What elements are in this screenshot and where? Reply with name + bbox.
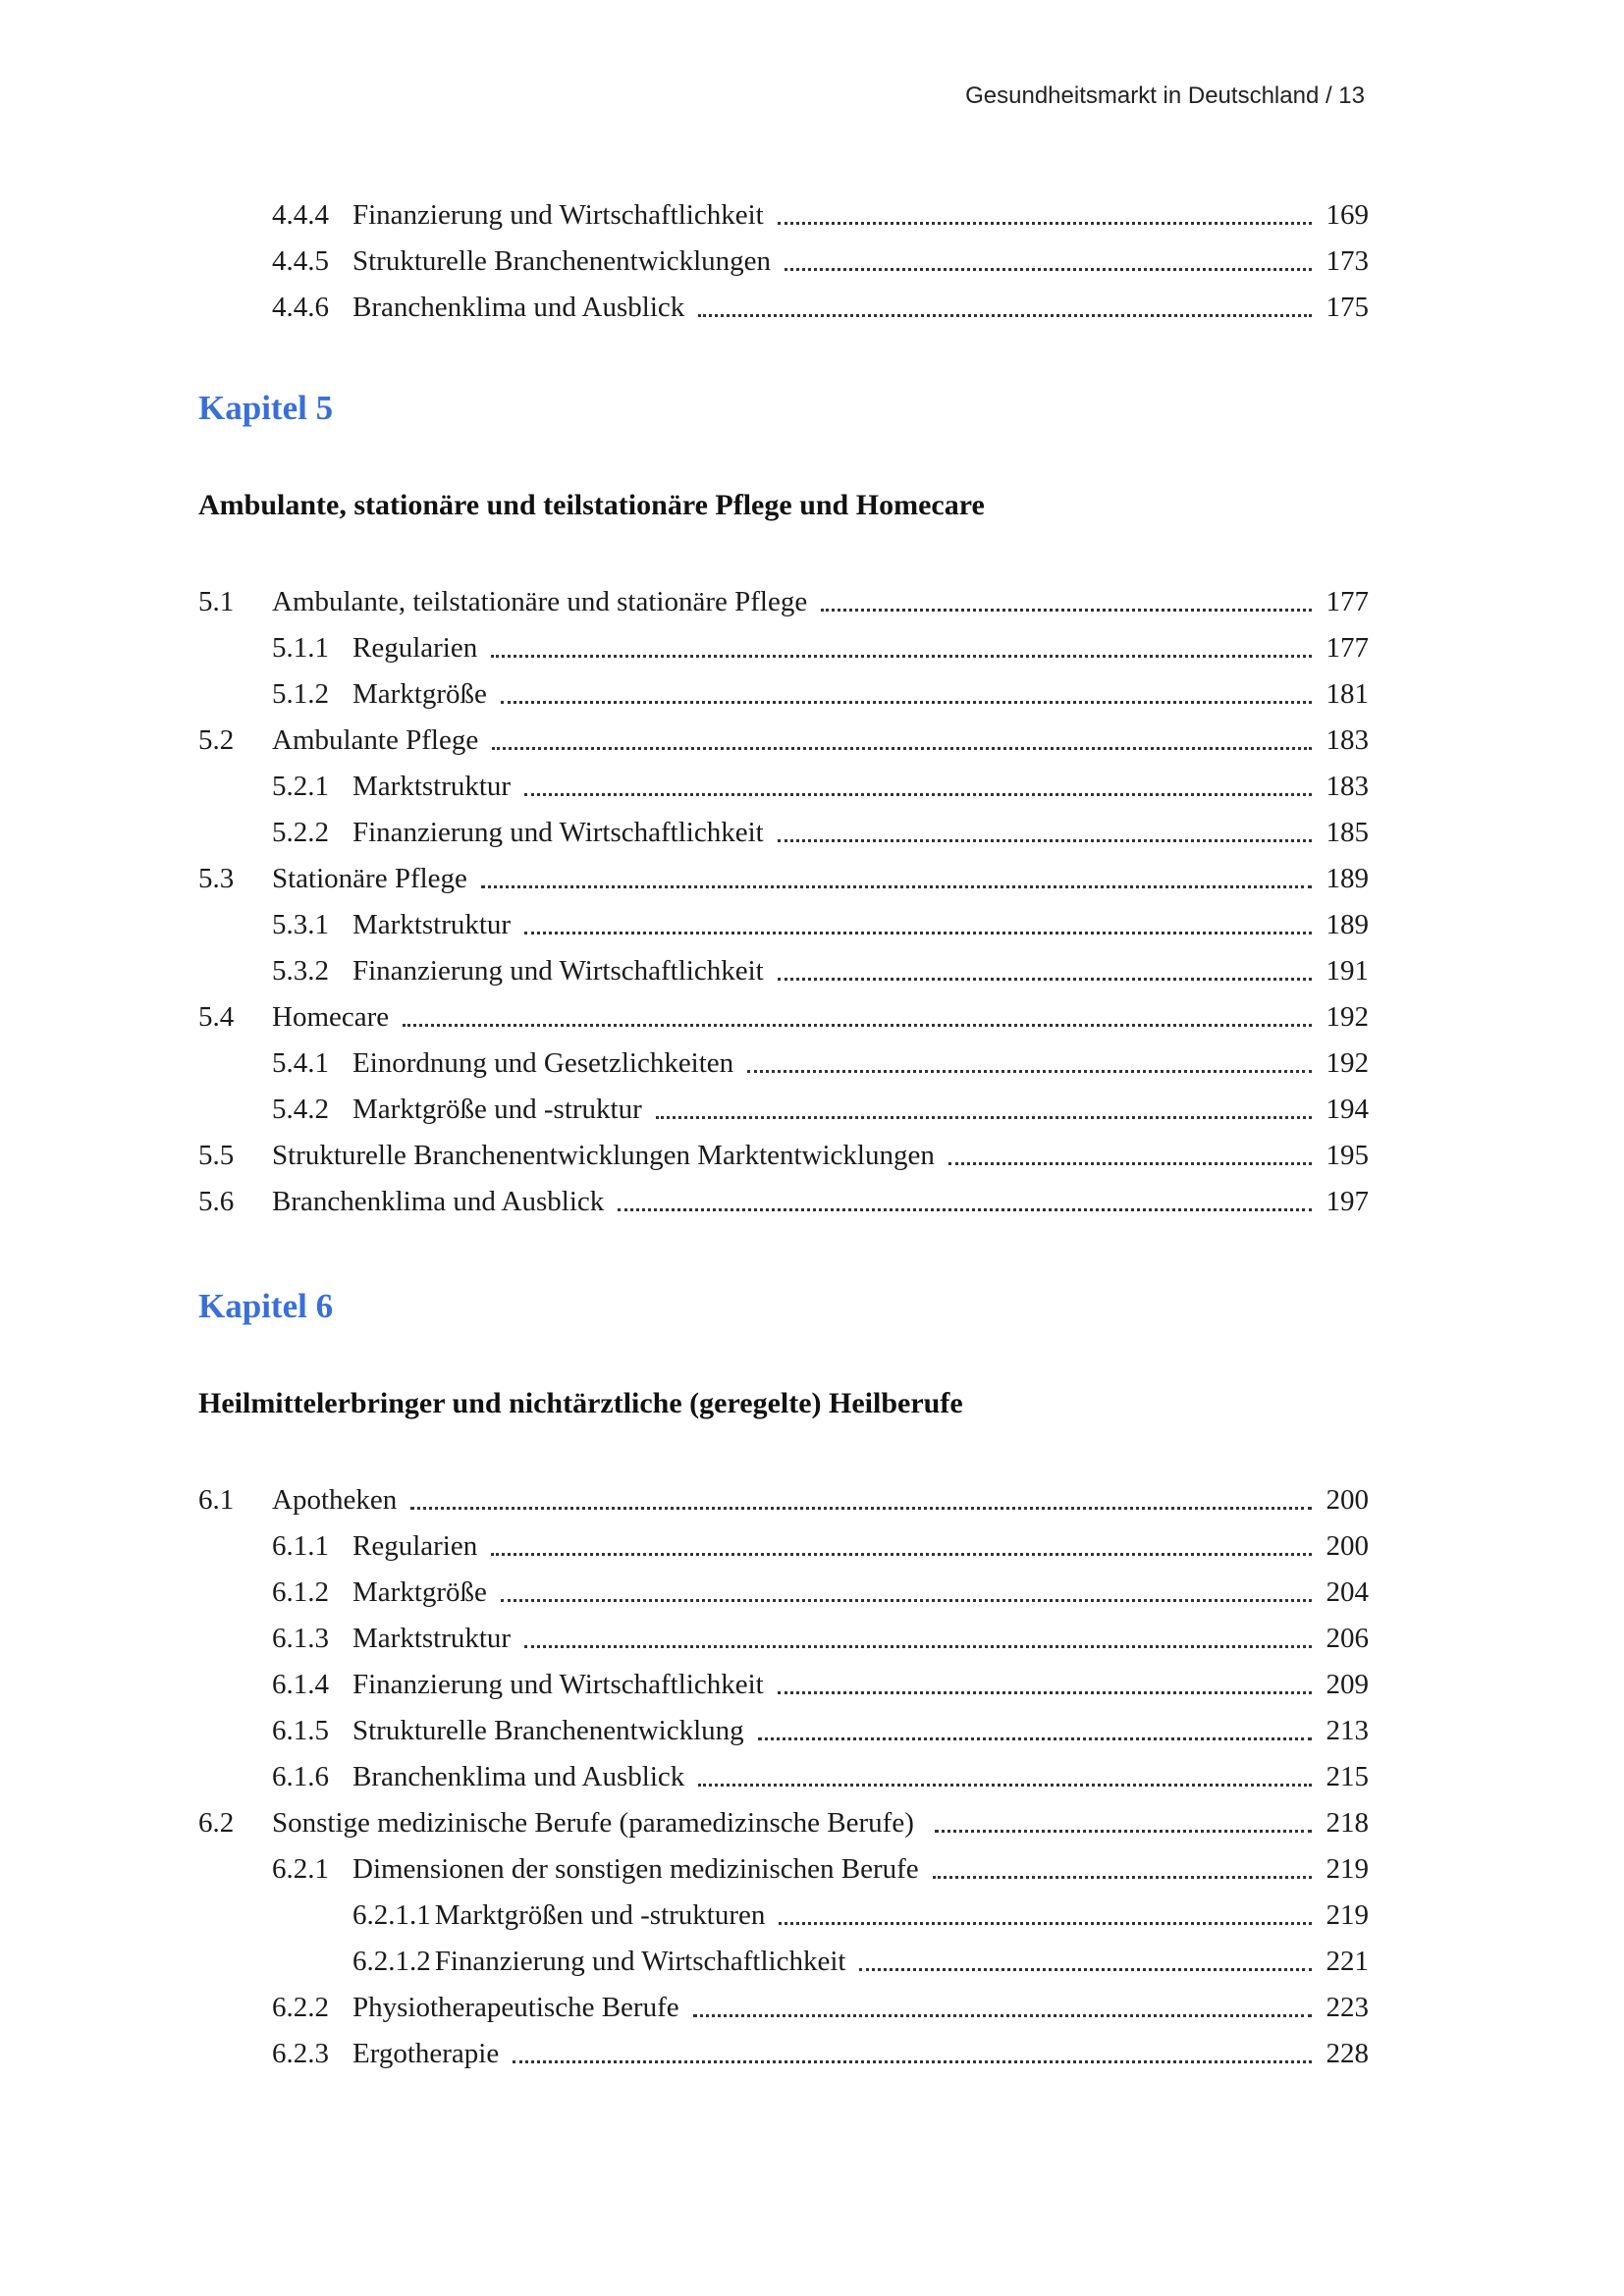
entry-number: 5.2 (198, 724, 235, 756)
toc-entry[interactable] (198, 1179, 1369, 1225)
dot-leader (785, 239, 1369, 285)
entry-title: Dimensionen der sonstigen medizinischen Berufe (352, 1853, 919, 1885)
entry-title: Apotheken (272, 1484, 398, 1516)
entry-title: Marktgröße (352, 678, 487, 710)
entry-page-number: 209 (1321, 1662, 1370, 1708)
entry-page-number: 183 (1321, 718, 1370, 764)
entry-title: Homecare (272, 1001, 390, 1033)
dot-leader (618, 1179, 1369, 1225)
entry-title: Stationäre Pflege (272, 863, 467, 894)
entry-page-number: 185 (1321, 810, 1370, 856)
toc-entry[interactable] (198, 810, 1369, 856)
toc-entry[interactable] (198, 192, 1369, 239)
entry-title: Ambulante, teilstationäre und stationäre Pflege (272, 586, 808, 617)
entry-page-number: 191 (1321, 948, 1370, 994)
toc-entry[interactable] (198, 1570, 1369, 1616)
entry-title: Finanzierung und Wirtschaftlichkeit (352, 1669, 764, 1700)
dot-leader (778, 192, 1369, 239)
entry-page-number: 173 (1321, 239, 1370, 285)
dot-leader (778, 948, 1369, 994)
entry-page-number: 192 (1321, 994, 1370, 1041)
toc-entry[interactable] (198, 994, 1369, 1041)
entry-page-number: 177 (1321, 625, 1370, 671)
chapter-title: Ambulante, stationäre und teilstationäre Pflege und Homecare (198, 489, 985, 521)
toc-section (198, 1477, 1369, 2077)
entry-title: Regularien (352, 632, 478, 664)
entry-page-number: 189 (1321, 902, 1370, 948)
entry-number: 5.2.1 (272, 771, 329, 802)
entry-number: 5.2.2 (272, 817, 329, 848)
toc-entry[interactable] (198, 764, 1369, 810)
entry-title: Marktstruktur (352, 1623, 512, 1654)
dot-leader (859, 1939, 1369, 1985)
entry-number: 6.1 (198, 1484, 235, 1516)
dot-leader (698, 285, 1369, 331)
entry-page-number: 219 (1321, 1893, 1370, 1939)
dot-leader (778, 810, 1369, 856)
entry-number: 6.2.3 (272, 2038, 329, 2069)
dot-leader (501, 1570, 1369, 1616)
entry-number: 5.3.1 (272, 909, 329, 940)
toc-entry[interactable] (198, 1041, 1369, 1087)
entry-number: 6.1.1 (272, 1530, 329, 1562)
dot-leader (693, 1985, 1369, 2031)
entry-title: Regularien (352, 1530, 478, 1562)
entry-number: 4.4.4 (272, 199, 329, 231)
entry-page-number: 218 (1321, 1800, 1370, 1846)
entry-title: Einordnung und Gesetzlichkeiten (352, 1047, 734, 1079)
toc-entry[interactable] (198, 1939, 1369, 1985)
entry-number: 5.3.2 (272, 955, 329, 987)
running-head: Gesundheitsmarkt in Deutschland / 13 (965, 82, 1365, 109)
entry-page-number: 197 (1321, 1179, 1370, 1225)
toc-entry[interactable] (198, 718, 1369, 764)
dot-leader (491, 1523, 1369, 1570)
dot-leader (933, 1846, 1369, 1893)
toc-entry[interactable] (198, 1087, 1369, 1133)
dot-leader (821, 579, 1369, 625)
entry-number: 6.2.1.1 (352, 1899, 431, 1931)
toc-entry[interactable] (198, 579, 1369, 625)
toc-entry[interactable] (198, 902, 1369, 948)
entry-page-number: 181 (1321, 671, 1370, 718)
dot-leader (948, 1133, 1369, 1179)
entry-title: Sonstige medizinische Berufe (paramedizinsche Berufe) (272, 1807, 914, 1839)
entry-number: 6.2.1 (272, 1853, 329, 1885)
entry-page-number: 183 (1321, 764, 1370, 810)
entry-title: Marktstruktur (352, 909, 512, 940)
toc-entry[interactable] (198, 1523, 1369, 1570)
toc-entry[interactable] (198, 1985, 1369, 2031)
toc-entry[interactable] (198, 625, 1369, 671)
entry-title: Physiotherapeutische Berufe (352, 1992, 679, 2023)
dot-leader (778, 1662, 1369, 1708)
toc-entry[interactable] (198, 1616, 1369, 1662)
toc-entry[interactable] (198, 1477, 1369, 1523)
entry-page-number: 213 (1321, 1708, 1370, 1754)
toc-entry[interactable] (198, 239, 1369, 285)
toc-entry[interactable] (198, 1708, 1369, 1754)
entry-number: 4.4.6 (272, 292, 329, 323)
chapter-title: Heilmittelerbringer und nichtärztliche (geregelte) Heilberufe (198, 1387, 963, 1419)
toc-entry[interactable] (198, 856, 1369, 902)
entry-title: Strukturelle Branchenentwicklungen (352, 245, 772, 277)
dot-leader (501, 671, 1369, 718)
entry-title: Ergotherapie (352, 2038, 500, 2069)
entry-title: Marktgröße und -struktur (352, 1094, 642, 1125)
dot-leader (524, 1616, 1369, 1662)
entry-number: 6.2.1.2 (352, 1946, 431, 1977)
toc-entry[interactable] (198, 1662, 1369, 1708)
dot-leader (524, 902, 1369, 948)
toc-section (198, 579, 1369, 1225)
entry-page-number: 200 (1321, 1477, 1370, 1523)
entry-number: 5.4 (198, 1001, 235, 1033)
entry-page-number: 221 (1321, 1939, 1370, 1985)
toc-entry[interactable] (198, 2031, 1369, 2077)
entry-number: 6.1.5 (272, 1715, 329, 1746)
entry-number: 6.1.4 (272, 1669, 329, 1700)
entry-page-number: 169 (1321, 192, 1370, 239)
entry-title: Finanzierung und Wirtschaftlichkeit (352, 199, 764, 231)
entry-title: Marktgröße (352, 1576, 487, 1608)
dot-leader (747, 1041, 1369, 1087)
dot-leader (513, 2031, 1369, 2077)
toc-section (198, 192, 1369, 331)
entry-page-number: 215 (1321, 1754, 1370, 1800)
entry-page-number: 175 (1321, 285, 1370, 331)
entry-page-number: 206 (1321, 1616, 1370, 1662)
dot-leader (656, 1087, 1369, 1133)
entry-page-number: 219 (1321, 1846, 1370, 1893)
toc-entry[interactable] (198, 948, 1369, 994)
entry-page-number: 192 (1321, 1041, 1370, 1087)
entry-number: 6.2 (198, 1807, 235, 1839)
entry-page-number: 195 (1321, 1133, 1370, 1179)
toc-entry[interactable] (198, 1754, 1369, 1800)
entry-title: Ambulante Pflege (272, 724, 479, 756)
entry-title: Branchenklima und Ausblick (352, 292, 685, 323)
entry-page-number: 204 (1321, 1570, 1370, 1616)
toc-entry[interactable] (198, 1133, 1369, 1179)
entry-title: Finanzierung und Wirtschaftlichkeit (434, 1946, 846, 1977)
entry-number: 5.6 (198, 1186, 235, 1217)
entry-number: 5.1 (198, 586, 235, 617)
dot-leader (935, 1800, 1369, 1846)
entry-number: 6.2.2 (272, 1992, 329, 2023)
entry-title: Strukturelle Branchenentwicklung (352, 1715, 744, 1746)
dot-leader (410, 1477, 1369, 1523)
entry-page-number: 194 (1321, 1087, 1370, 1133)
entry-number: 5.4.2 (272, 1094, 329, 1125)
entry-title: Branchenklima und Ausblick (272, 1186, 605, 1217)
dot-leader (524, 764, 1369, 810)
entry-number: 6.1.6 (272, 1761, 329, 1792)
dot-leader (779, 1893, 1369, 1939)
entry-number: 6.1.2 (272, 1576, 329, 1608)
entry-title: Marktgrößen und -strukturen (434, 1899, 766, 1931)
dot-leader (491, 625, 1369, 671)
entry-title: Marktstruktur (352, 771, 512, 802)
entry-number: 5.4.1 (272, 1047, 329, 1079)
entry-title: Branchenklima und Ausblick (352, 1761, 685, 1792)
entry-title: Strukturelle Branchenentwicklungen Marktentwicklungen (272, 1140, 935, 1171)
toc-entry[interactable] (198, 285, 1369, 331)
entry-number: 4.4.5 (272, 245, 329, 277)
chapter-heading: Kapitel 6 (198, 1287, 334, 1325)
toc-entry[interactable] (198, 671, 1369, 718)
entry-page-number: 189 (1321, 856, 1370, 902)
entry-page-number: 177 (1321, 579, 1370, 625)
toc-entry[interactable] (198, 1800, 1369, 1846)
entry-page-number: 200 (1321, 1523, 1370, 1570)
toc-entry[interactable] (198, 1846, 1369, 1893)
entry-number: 5.1.1 (272, 632, 329, 664)
entry-page-number: 228 (1321, 2031, 1370, 2077)
dot-leader (481, 856, 1369, 902)
chapter-heading: Kapitel 5 (198, 389, 334, 427)
dot-leader (758, 1708, 1369, 1754)
dot-leader (403, 994, 1369, 1041)
entry-title: Finanzierung und Wirtschaftlichkeit (352, 817, 764, 848)
toc-entry[interactable] (198, 1893, 1369, 1939)
entry-page-number: 223 (1321, 1985, 1370, 2031)
entry-number: 5.5 (198, 1140, 235, 1171)
entry-number: 6.1.3 (272, 1623, 329, 1654)
entry-number: 5.3 (198, 863, 235, 894)
entry-title: Finanzierung und Wirtschaftlichkeit (352, 955, 764, 987)
dot-leader (698, 1754, 1369, 1800)
entry-number: 5.1.2 (272, 678, 329, 710)
dot-leader (492, 718, 1369, 764)
